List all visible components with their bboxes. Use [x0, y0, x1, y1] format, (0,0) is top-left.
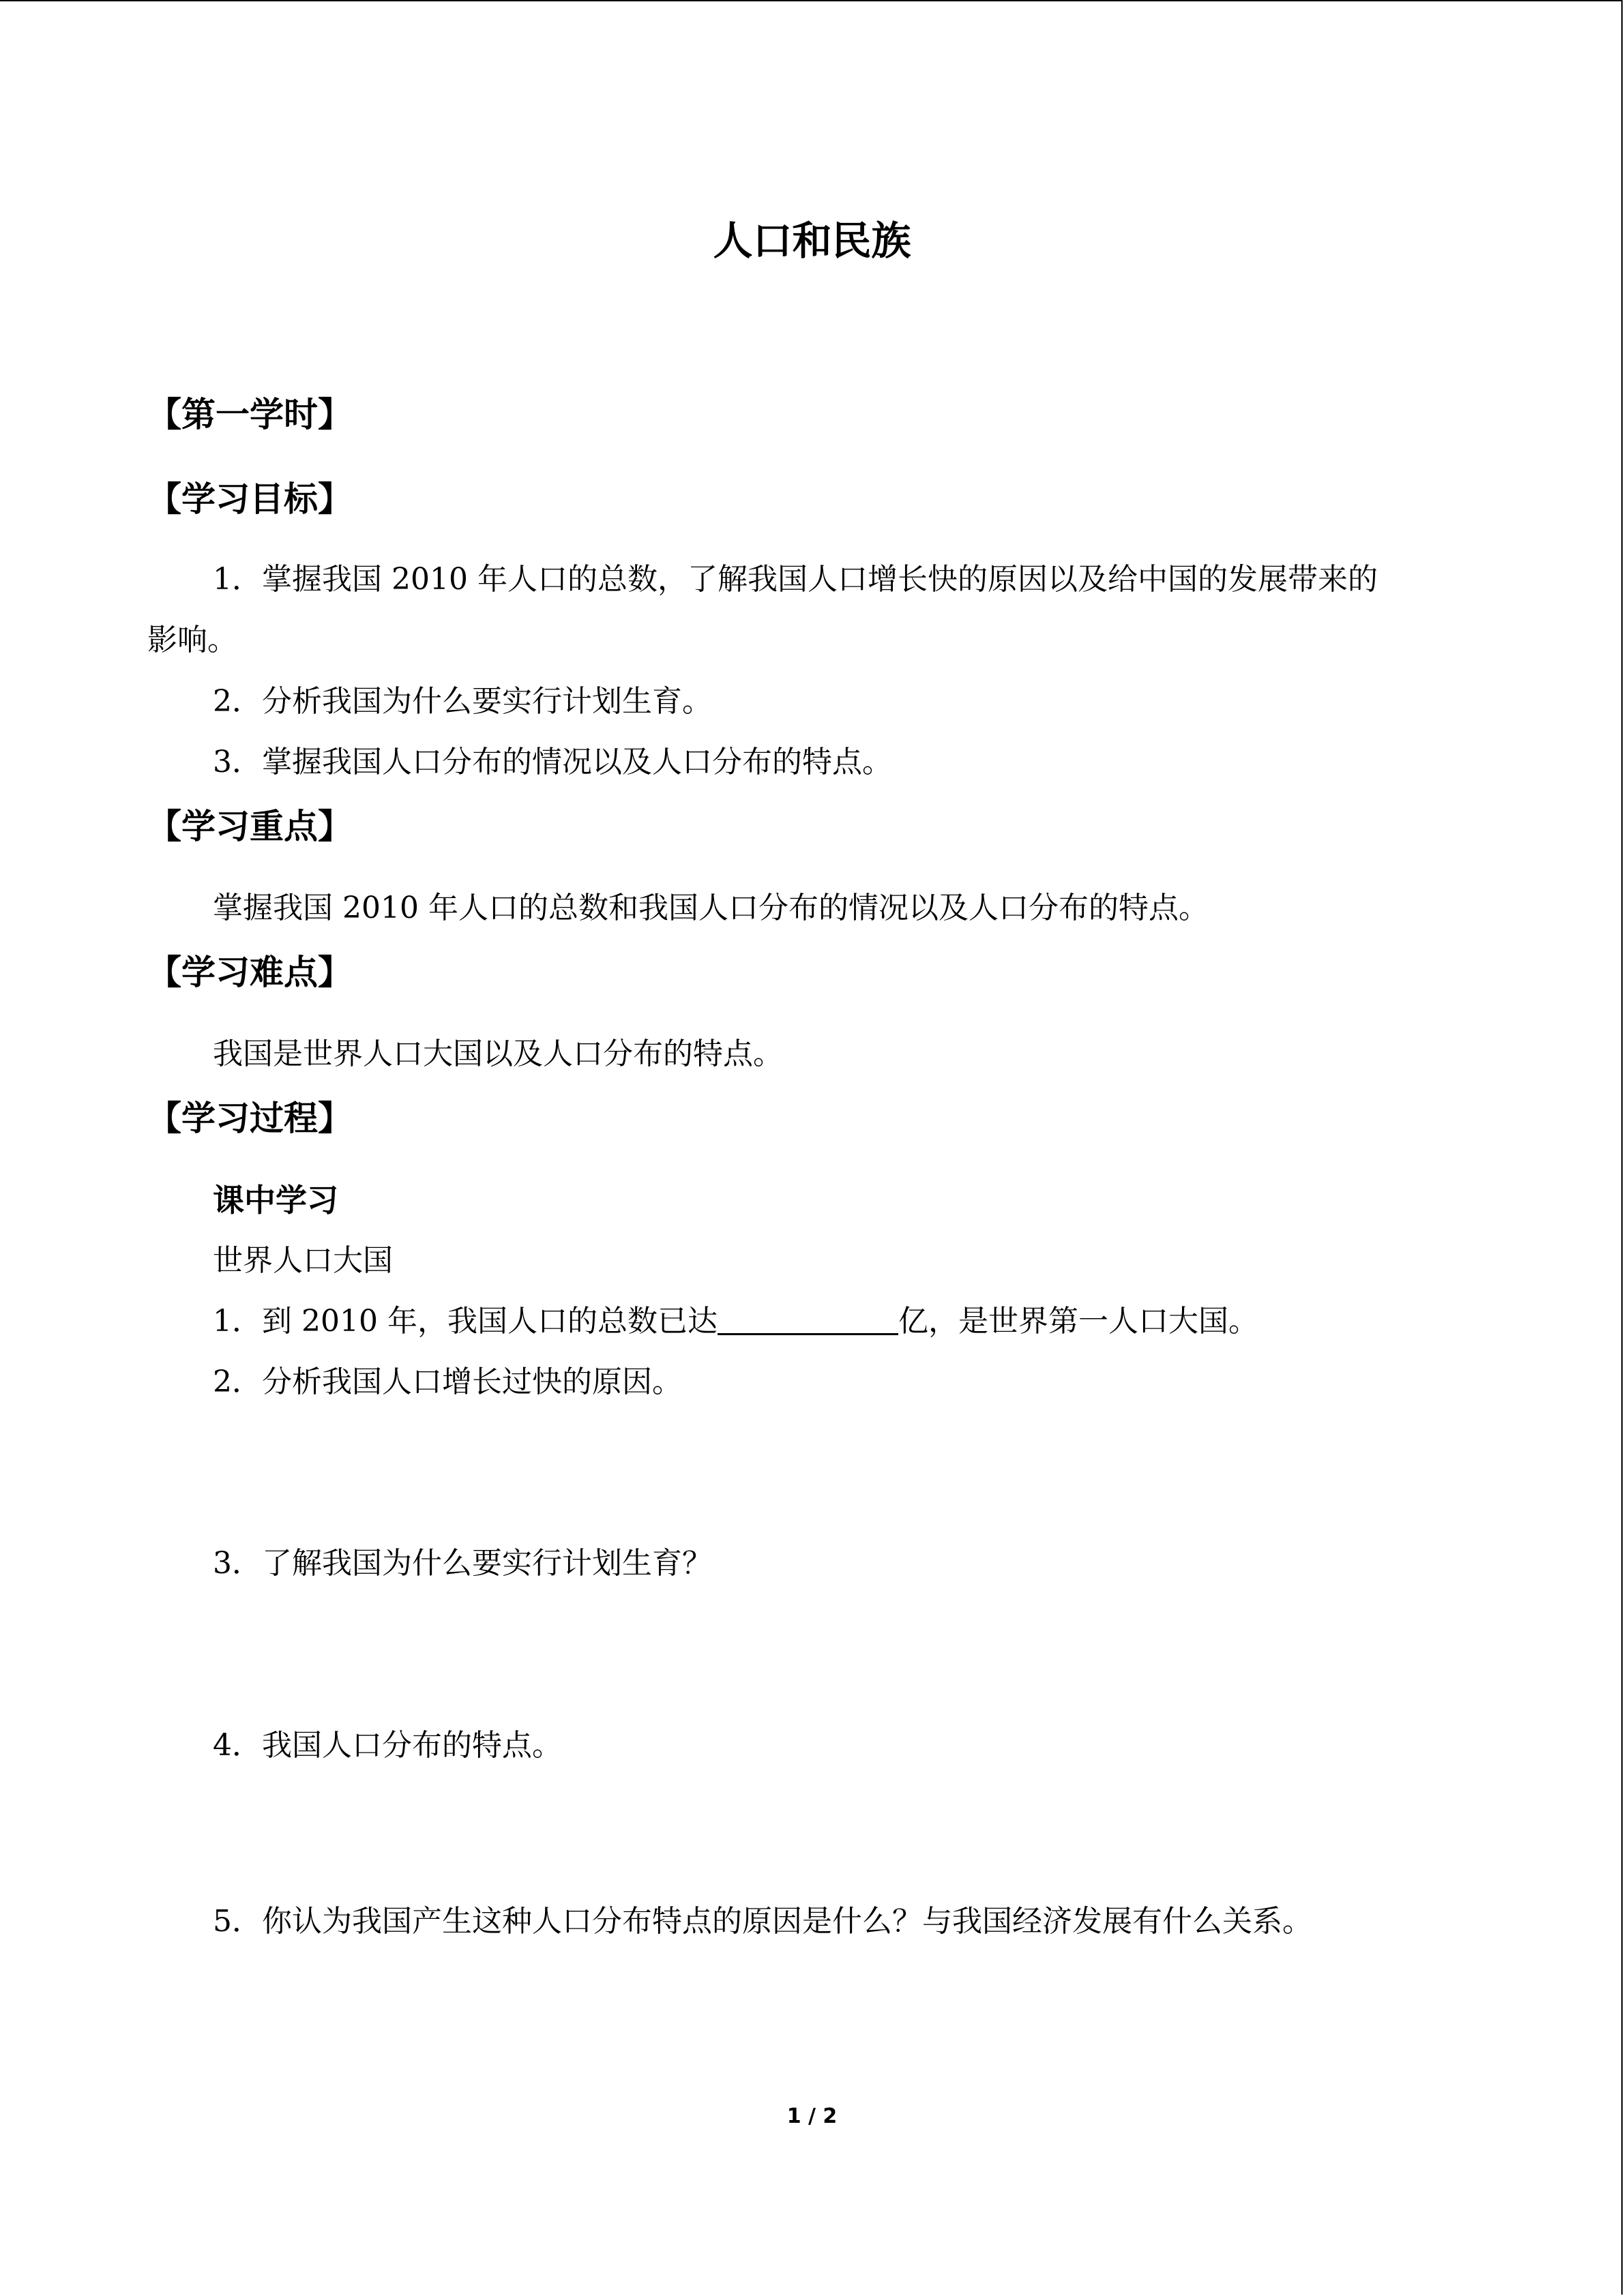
objective-item-2: 2．分析我国为什么要实行计划生育。 [213, 684, 712, 719]
question-1-text-before: 1．到 2010 年，我国人口的总数已达 [213, 1304, 718, 1339]
objectives-heading: 【学习目标】 [147, 479, 352, 519]
question-1 [213, 1298, 1258, 1345]
key-points-heading: 【学习重点】 [147, 807, 352, 846]
question-1-text-after: 亿，是世界第一人口大国。 [898, 1304, 1258, 1339]
question-4: 4．我国人口分布的特点。 [213, 1728, 562, 1763]
question-3: 3．了解我国为什么要实行计划生育？ [213, 1546, 712, 1581]
question-2: 2．分析我国人口增长过快的原因。 [213, 1365, 682, 1399]
document-title: 人口和民族 [713, 218, 911, 264]
in-class-label: 课中学习 [213, 1182, 338, 1219]
difficulties-heading: 【学习难点】 [147, 953, 352, 992]
key-points-text: 掌握我国 2010 年人口的总数和我国人口分布的情况以及人口分布的特点。 [213, 891, 1209, 925]
objective-item-1: 1．掌握我国 2010 年人口的总数，了解我国人口增长快的原因以及给中国的发展带来的 [213, 562, 1378, 597]
question-5: 5．你认为我国产生这种人口分布特点的原因是什么？与我国经济发展有什么关系。 [213, 1904, 1312, 1939]
topic-label: 世界人口大国 [213, 1243, 393, 1278]
objective-item-3: 3．掌握我国人口分布的情况以及人口分布的特点。 [213, 745, 892, 779]
fill-in-blank[interactable] [718, 1303, 898, 1335]
lesson-heading: 【第一学时】 [147, 395, 352, 434]
process-heading: 【学习过程】 [147, 1099, 352, 1138]
difficulties-text: 我国是世界人口大国以及人口分布的特点。 [213, 1037, 783, 1071]
page-number: 1 / 2 [786, 2104, 838, 2128]
objective-item-1-continued: 影响。 [147, 623, 237, 657]
